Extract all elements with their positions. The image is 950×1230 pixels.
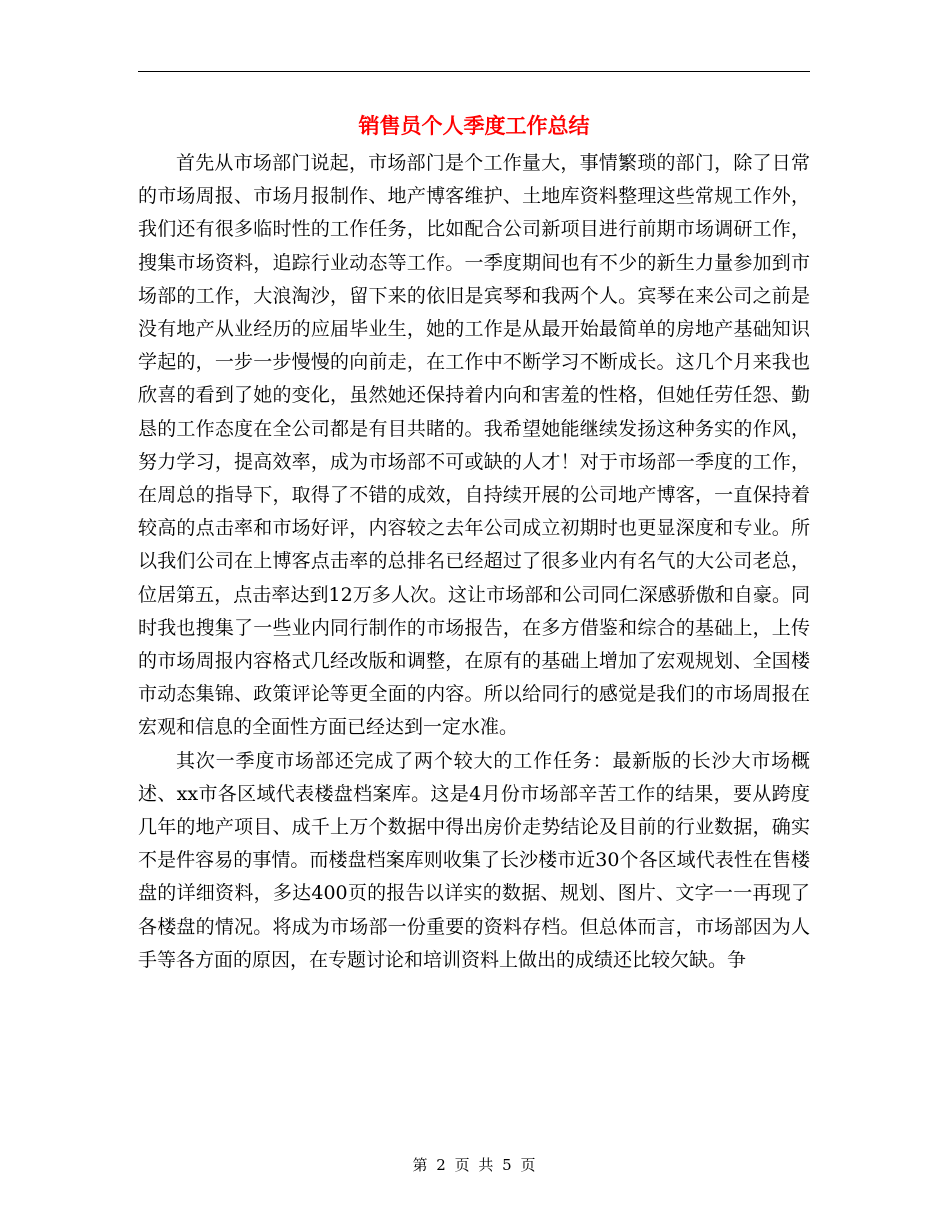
document-body xyxy=(138,147,810,977)
paragraph-2: 其次一季度市场部还完成了两个较大的工作任务：最新版的长沙大市场概述、xx市各区域代表楼盘档案库。这是4月份市场部辛苦工作的结果，要从跨度几年的地产项目、成千上万个数据中得出房价走势结论及目前的行业数据，确实不是件容易的事情。而楼盘档案库则收集了长沙楼市近30个各区域代表性在售楼盘的详细资料，多达400页的报告以详实的数据、规划、图片、文字一一再现了各楼盘的情况。将成为市场部一份重要的资料存档。但总体而言，市场部因为人手等各方面的原因，在专题讨论和培训资料上做出的成绩还比较欠缺。争 xyxy=(138,749,810,971)
document-title: 销售员个人季度工作总结 xyxy=(358,113,590,138)
paragraph-1: 首先从市场部门说起，市场部门是个工作量大，事情繁琐的部门，除了日常的市场周报、市场月报制作、地产博客维护、土地库资料整理这些常规工作外，我们还有很多临时性的工作任务，比如配合公司新项目进行前期市场调研工作，搜集市场资料，追踪行业动态等工作。一季度期间也有不少的新生力量参加到市场部的工作，大浪淘沙，留下来的依旧是宾琴和我两个人。宾琴在来公司之前是没有地产从业经历的应届毕业生，她的工作是从最开始最简单的房地产基础知识学起的，一步一步慢慢的向前走，在工作中不断学习不断成长。这几个月来我也欣喜的看到了她的变化，虽然她还保持着内向和害羞的性格，但她任劳任怨、勤恳的工作态度在全公司都是有目共睹的。我希望她能继续发扬这种务实的作风，努力学习，提高效率，成为市场部不可或缺的人才！对于市场部一季度的工作，在周总的指导下，取得了不错的成效，自持续开展的公司地产博客，一直保持着较高的点击率和市场好评，内容较之去年公司成立初期时也更显深度和专业。所以我们公司在上博客点击率的总排名已经超过了很多业内有名气的大公司老总，位居第五，点击率达到12万多人次。这让市场部和公司同仁深感骄傲和自豪。同时我也搜集了一些业内同行制作的市场报告，在多方借鉴和综合的基础上，上传的市场周报内容格式几经改版和调整，在原有的基础上增加了宏观规划、全国楼市动态集锦、政策评论等更全面的内容。所以给同行的感觉是我们的市场周报在宏观和信息的全面性方面已经达到一定水准。 xyxy=(138,152,810,739)
header-rule xyxy=(138,71,810,72)
page-number-footer: 第 2 页 共 5 页 xyxy=(412,1156,538,1174)
